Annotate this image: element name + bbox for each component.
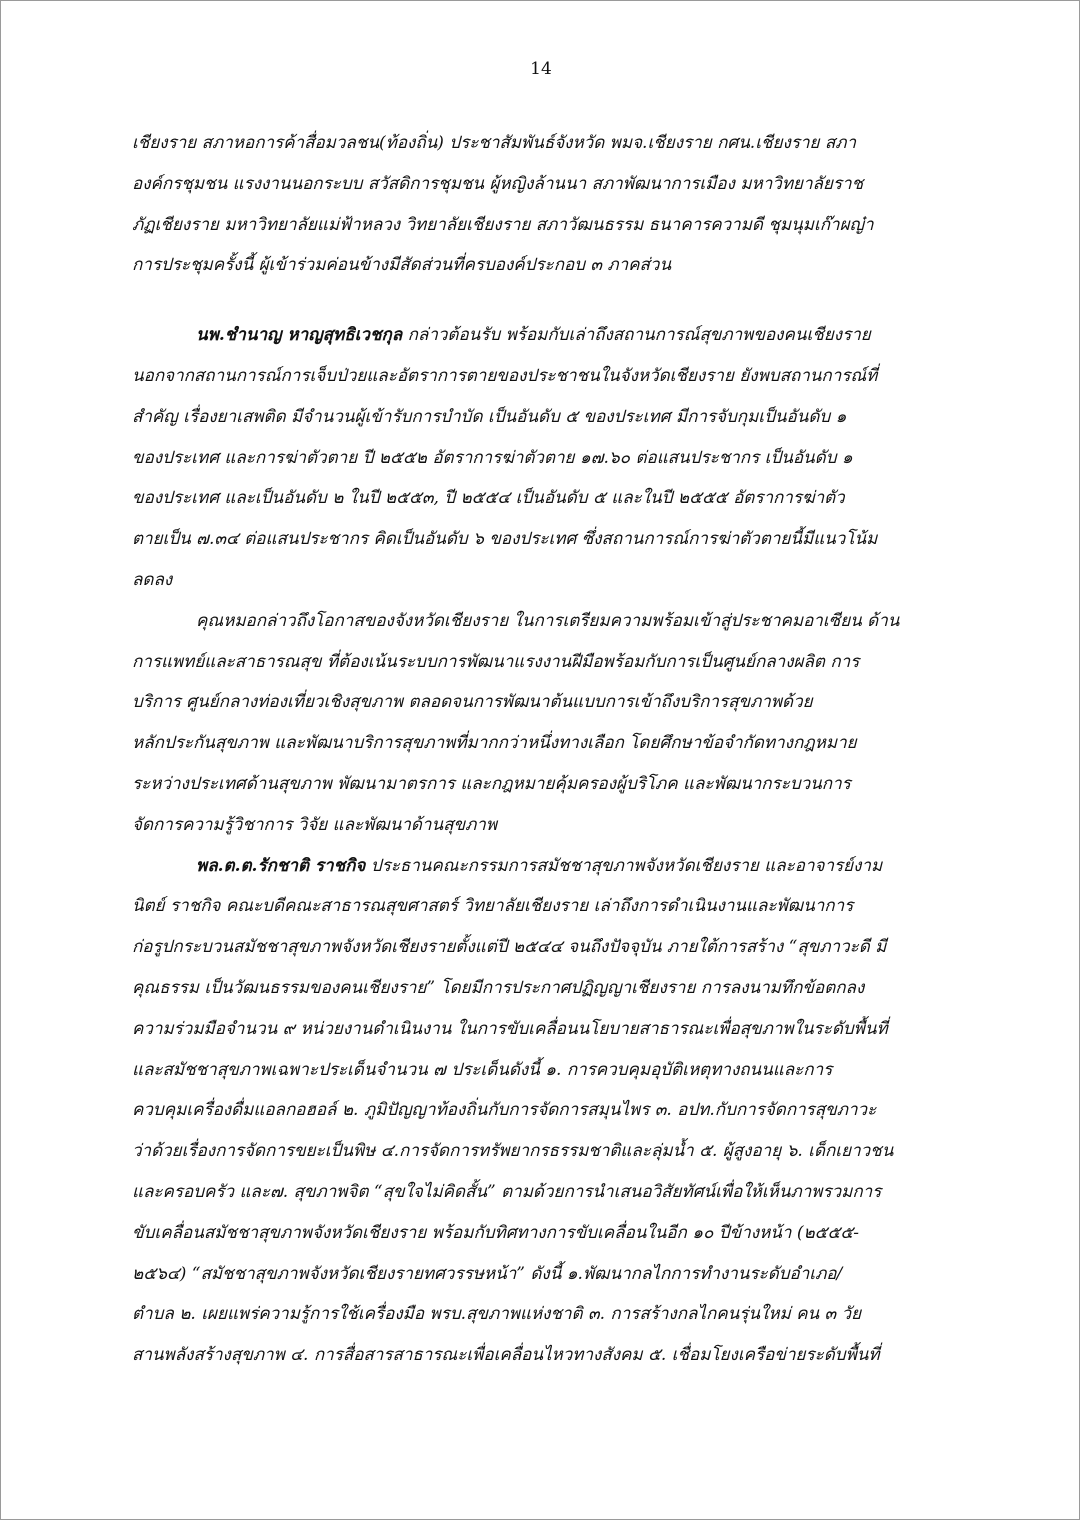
text-line: ตำบล ๒. เผยแพร่ความรู้การใช้เครื่องมือ พรบ.สุขภาพแห่งชาติ ๓. การสร้างกลไกคนรุ่นใหม่ คน ๓ วัย (132, 1304, 862, 1325)
text-line: จัดการความรู้วิชาการ วิจัย และพัฒนาด้านสุขภาพ (132, 814, 498, 835)
text-line: ภัฏเชียงราย มหาวิทยาลัยแม่ฟ้าหลวง วิทยาลัยเชียงราย สภาวัฒนธรรม ธนาคารความดี ชุมนุมเก๊าผญ๋า (132, 214, 874, 235)
text-line: หลักประกันสุขภาพ และพัฒนาบริการสุขภาพที่มากกว่าหนึ่งทางเลือก โดยศึกษาข้อจำกัดทางกฎหมาย (132, 733, 857, 754)
text-fragment: กล่าวต้อนรับ พร้อมกับเล่าถึงสถานการณ์สุขภาพของคนเชียงราย (402, 325, 871, 346)
text-line: คุณหมอกล่าวถึงโอกาสของจังหวัดเชียงราย ในการเตรียมความพร้อมเข้าสู่ประชาคมอาเซียน ด้าน (196, 610, 900, 631)
paragraph-welcome-speech (132, 315, 950, 601)
text-line: คุณธรรม เป็นวัฒนธรรมของคนเชียงราย” โดยมีการประกาศปฏิญญาเชียงราย การลงนามทึกข้อตกลง (132, 977, 865, 998)
text-line: เชียงราย สภาหอการค้าสื่อมวลชน(ท้องถิ่น) ประชาสัมพันธ์จังหวัด พมจ.เชียงราย กศน.เชียงราย สภา (132, 133, 856, 153)
speaker-name: พล.ต.ต.รักชาติ ราชกิจ (196, 855, 366, 876)
paragraph-health-assembly (132, 846, 950, 1376)
text-line: และครอบครัว และ๗. สุขภาพจิต “สุขใจไม่คิดสั้น” ตามด้วยการนำเสนอวิสัยทัศน์เพื่อให้เห็นภาพรวมการ (132, 1181, 882, 1202)
text-line: สานพลังสร้างสุขภาพ ๔. การสื่อสารสาธารณะเพื่อเคลื่อนไหวทางสังคม ๕. เชื่อมโยงเครือข่ายระดับพื้นที่ (132, 1345, 880, 1366)
text-line: ลดลง (132, 569, 173, 590)
text-line: ว่าด้วยเรื่องการจัดการขยะเป็นพิษ ๔.การจัดการทรัพยากรธรรมชาติและลุ่มน้ำ ๕. ผู้สูงอายุ ๖. เด็กเยาวชน (132, 1141, 894, 1162)
paragraph-spacer (132, 286, 950, 315)
text-fragment: ประธานคณะกรรมการสมัชชาสุขภาพจังหวัดเชียงราย และอาจารย์งาม (365, 855, 883, 876)
text-line: บริการ ศูนย์กลางท่องเที่ยวเชิงสุขภาพ ตลอดจนการพัฒนาต้นแบบการเข้าถึงบริการสุขภาพด้วย (132, 692, 813, 713)
text-line: องค์กรชุมชน แรงงานนอกระบบ สวัสดิการชุมชน ผู้หญิงล้านนา สภาพัฒนาการเมือง มหาวิทยาลัยราช (132, 173, 864, 194)
text-line: ความร่วมมือจำนวน ๙ หน่วยงานดำเนินงาน ในการขับเคลื่อนนโยบายสาธารณะเพื่อสุขภาพในระดับพื้นที่ (132, 1018, 888, 1039)
text-line: ขับเคลื่อนสมัชชาสุขภาพจังหวัดเชียงราย พร้อมกับทิศทางการขับเคลื่อนในอีก ๑๐ ปีข้างหน้า (๒๕๕๕- (132, 1222, 860, 1243)
paragraph-participants (132, 123, 950, 286)
text-line (132, 315, 950, 356)
text-line: และสมัชชาสุขภาพเฉพาะประเด็นจำนวน ๗ ประเด็นดังนี้ ๑. การควบคุมอุบัติเหตุทางถนนและการ (132, 1059, 833, 1080)
text-line: นิตย์ ราชกิจ คณะบดีคณะสาธารณสุขศาสตร์ วิทยาลัยเชียงราย เล่าถึงการดำเนินงานและพัฒนาการ (132, 896, 854, 917)
text-line: ๒๕๖๔) “สมัชชาสุขภาพจังหวัดเชียงรายทศวรรษหน้า” ดังนี้ ๑.พัฒนากลไกการทำงานระดับอำเภอ/ (132, 1263, 843, 1284)
paragraph-asean-opportunity (132, 601, 950, 846)
text-line: ของประเทศ และเป็นอันดับ ๒ ในปี ๒๕๕๓, ปี ๒๕๕๔ เป็นอันดับ ๕ และในปี ๒๕๕๕ อัตราการฆ่าตัว (132, 488, 845, 509)
page-number: 14 (530, 59, 552, 79)
text-line: ตายเป็น ๗.๓๔ ต่อแสนประชากร คิดเป็นอันดับ ๖ ของประเทศ ซึ่งสถานการณ์การฆ่าตัวตายนี้มีแนวโน้ม (132, 529, 878, 550)
text-line: ระหว่างประเทศด้านสุขภาพ พัฒนามาตรการ และกฎหมายคุ้มครองผู้บริโภค และพัฒนากระบวนการ (132, 773, 851, 794)
text-line: ของประเทศ และการฆ่าตัวตาย ปี ๒๕๕๒ อัตราการฆ่าตัวตาย ๑๗.๖๐ ต่อแสนประชากร เป็นอันดับ ๑ (132, 447, 853, 468)
text-line (132, 846, 950, 887)
document-body (132, 123, 950, 1376)
text-line: สำคัญ เรื่องยาเสพติด มีจำนวนผู้เข้ารับการบำบัด เป็นอันดับ ๕ ของประเทศ มีการจับกุมเป็นอันดับ ๑ (132, 406, 847, 427)
text-line: ก่อรูปกระบวนสมัชชาสุขภาพจังหวัดเชียงรายตั้งแต่ปี ๒๕๔๔ จนถึงปัจจุบัน ภายใต้การสร้าง “สุขภาวะดี มี (132, 937, 887, 958)
text-line: การแพทย์และสาธารณสุข ที่ต้องเน้นระบบการพัฒนาแรงงานฝีมือพร้อมกับการเป็นศูนย์กลางผลิต การ (132, 651, 860, 672)
text-line: ควบคุมเครื่องดื่มแอลกอฮอล์ ๒. ภูมิปัญญาท้องถิ่นกับการจัดการสมุนไพร ๓. อปท.กับการจัดการสุขภาวะ (132, 1100, 877, 1121)
speaker-name: นพ.ชำนาญ หาญสุทธิเวชกุล (196, 325, 403, 346)
text-line: นอกจากสถานการณ์การเจ็บป่วยและอัตราการตายของประชาชนในจังหวัดเชียงราย ยังพบสถานการณ์ที่ (132, 365, 878, 386)
text-line: การประชุมครั้งนี้ ผู้เข้าร่วมค่อนข้างมีสัดส่วนที่ครบองค์ประกอบ ๓ ภาคส่วน (132, 255, 672, 276)
